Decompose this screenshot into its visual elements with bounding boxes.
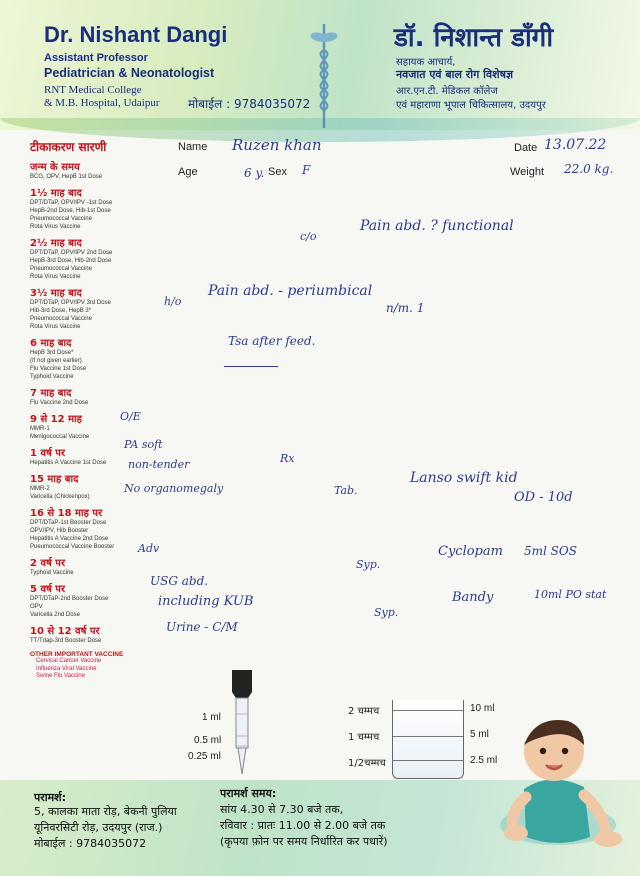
beaker-label-1tsp: 1 चम्मच: [348, 732, 380, 743]
date-value: 13.07.22: [544, 137, 607, 153]
college-en: RNT Medical College: [44, 84, 142, 96]
measuring-beaker: [392, 700, 464, 779]
vaccination-group-head: 7 माह बाद: [30, 388, 72, 399]
rx-symbol: Rx: [280, 452, 295, 465]
mobile-header: मोबाईल : 9784035072: [188, 97, 311, 111]
name-label: Name: [178, 141, 208, 153]
age-label: Age: [178, 166, 198, 178]
underline: [224, 366, 278, 367]
vaccination-item: Hepatitis A Vaccine 2nd Dose: [30, 536, 109, 542]
speciality-en: Pediatrician & Neonatologist: [44, 66, 215, 80]
vaccination-item: MMR-1: [30, 426, 50, 432]
vaccination-item: Hib-3rd Dose, HepB 3*: [30, 308, 92, 314]
rx-history-2: n/m. 1: [386, 301, 425, 315]
vaccination-group-head: 9 से 12 माह: [30, 414, 82, 425]
rx-syp: Cyclopam: [438, 544, 503, 559]
vaccination-item: (If not given earlier): [30, 358, 82, 364]
vaccination-item: DPT/DTaP, OPV/IPV 2nd Dose: [30, 250, 113, 256]
rx-complaint: Pain abd. ? functional: [360, 218, 514, 234]
rx-tab-prefix: Tab.: [334, 484, 358, 497]
age-value: 6 y.: [244, 166, 265, 180]
designation-hi: सहायक आचार्य,: [396, 57, 456, 68]
vaccination-item: MMR-2: [30, 486, 50, 492]
vaccination-group-head: 1 वर्ष पर: [30, 448, 66, 459]
college-hi: आर.एन.टी. मेडिकल कॉलेज: [396, 86, 498, 97]
vaccination-group: [30, 285, 170, 331]
beaker-25ml: 2.5 ml: [470, 755, 498, 766]
vaccination-group: [30, 335, 170, 381]
vaccination-item: Pueumococcal Vaccine Booster: [30, 544, 115, 550]
vaccination-group-head: जन्म के समय: [30, 162, 80, 173]
beaker-5ml: 5 ml: [470, 729, 489, 740]
name-value: Ruzen khan: [232, 136, 322, 154]
other-vaccine-item: Influenza Viral Vaccine: [36, 665, 97, 672]
rx-complaint-prefix: c/o: [300, 230, 317, 243]
caduceus-icon: [304, 20, 344, 130]
weight-value: 22.0 kg.: [564, 162, 614, 176]
vaccination-group-head: 2 वर्ष पर: [30, 558, 66, 569]
rx-syp-prefix: Syp.: [356, 558, 381, 571]
consult-title: परामर्श:: [34, 791, 67, 804]
vaccination-item: OPV/IPV, Hib Booster: [30, 528, 89, 534]
dropper-05ml: 0.5 ml: [194, 735, 222, 746]
vaccination-item: Rota Virus Vaccine: [30, 224, 81, 230]
vaccination-schedule: [30, 138, 170, 681]
other-vaccine-item: Cervical Cancer Vaccine: [36, 658, 102, 664]
vaccination-group-head: 16 से 18 माह पर: [30, 508, 103, 519]
doctor-name-hi: डॉ. निशान्त डाँगी: [394, 23, 554, 53]
vaccination-group: [30, 385, 170, 407]
letterhead: [0, 0, 640, 130]
beaker-label-halftsp: 1/2चम्मच: [348, 758, 386, 769]
designation-en: Assistant Professor: [44, 52, 148, 64]
rx-adv-3: Urine - C/M: [166, 620, 238, 634]
date-label: Date: [514, 142, 538, 154]
vaccination-item: DPT/DTaP-2nd Booster Dose: [30, 596, 109, 602]
rx-adv-1: USG abd.: [150, 574, 209, 588]
timing-line-1: सांय 4.30 से 7.30 बजे तक,: [220, 803, 344, 816]
timing-line-2: रविवार : प्रातः 11.00 से 2.00 बजे तक: [220, 819, 386, 832]
footer-mobile: मोबाईल : 9784035072: [34, 837, 147, 850]
vaccination-group-head: 2½ माह बाद: [30, 238, 82, 249]
dropper-025ml: 0.25 ml: [188, 751, 221, 762]
vaccination-item: BCG, OPV, HepB 1st Dose: [30, 174, 103, 180]
vaccination-group: [30, 623, 170, 645]
rx-adv-2: including KUB: [158, 594, 254, 609]
vaccination-item: Flu Vaccine 1st Dose: [30, 366, 87, 372]
rx-tab: Lanso swift kid: [410, 470, 518, 486]
sex-label: Sex: [268, 166, 287, 178]
vaccination-item: HepB 3rd Dose*: [30, 350, 74, 356]
vaccination-item: TT/Tdap-3rd Booster Dose: [30, 638, 102, 644]
vaccination-group-head: 6 माह बाद: [30, 338, 72, 349]
vaccination-group: [30, 159, 170, 181]
rx-note-no: No organomegaly: [124, 482, 224, 495]
vaccination-group-head: 10 से 12 वर्ष पर: [30, 626, 100, 637]
sex-value: F: [302, 163, 311, 177]
vaccination-item: HepB-2nd Dose, Hib-1st Dose: [30, 208, 111, 214]
vaccination-group-head: 5 वर्ष पर: [30, 584, 66, 595]
vaccination-item: Pneumococcal Vaccine: [30, 216, 92, 222]
vaccination-group: [30, 581, 170, 619]
speciality-hi: नवजात एवं बाल रोग विशेषज्ञ: [396, 68, 514, 81]
vaccination-item: DPT/DTaP, OPV/IPV -1st Dose: [30, 200, 113, 206]
rx-syp-dose: 5ml SOS: [524, 544, 577, 558]
vaccination-item: DPT/DTaP, OPV/IPV 3rd Dose: [30, 300, 111, 306]
other-vaccine-title: OTHER IMPORTANT VACCINE: [30, 651, 124, 658]
vaccination-groups: [30, 159, 170, 645]
rx-adv: Adv: [138, 542, 160, 555]
baby-image: [480, 705, 630, 855]
rx-syp2-prefix: Syp.: [374, 606, 399, 619]
vaccination-group-head: 15 माह बाद: [30, 474, 79, 485]
vaccination-title: टीकाकरण सारणी: [30, 140, 107, 154]
vaccination-item: Pneumococcal Vaccine: [30, 266, 92, 272]
rx-tab-dose: OD - 10d: [514, 490, 573, 505]
rx-history-prefix: h/o: [164, 295, 182, 308]
vaccination-group: [30, 411, 170, 441]
vaccination-item: Varicella (Chickenpox): [30, 494, 90, 500]
timing-line-3: (कृपया फ़ोन पर समय निर्धारित कर पधारें): [220, 835, 388, 848]
rx-history-3: Tsa after feed.: [228, 334, 316, 348]
rx-history-1: Pain abd. - periumbical: [208, 283, 373, 299]
vaccination-item: Rota Virus Vaccine: [30, 274, 81, 280]
beaker-label-2tsp: 2 चम्मच: [348, 706, 380, 717]
vaccination-item: Hepatitis A Vaccine 1st Dose: [30, 460, 107, 466]
other-vaccine-item: Swine Flu Vaccine: [36, 673, 85, 679]
dropper-icon: [222, 670, 262, 780]
vaccination-item: Rota Virus Vaccine: [30, 324, 81, 330]
doctor-name-en: Dr. Nishant Dangi: [44, 22, 228, 47]
hospital-en: & M.B. Hospital, Udaipur: [44, 97, 160, 109]
vaccination-item: Typhoid Vaccine: [30, 570, 74, 576]
rx-note-pa: PA soft: [124, 438, 163, 451]
timing-title: परामर्श समय:: [220, 787, 277, 800]
vaccination-item: HepB-3rd Dose, Hib-2nd Dose: [30, 258, 112, 264]
address-line-1: 5, कालका माता रोड़, बेकनी पुलिया: [34, 805, 177, 818]
vaccination-item: Varicella 2nd Dose: [30, 612, 80, 618]
vaccination-item: OPV: [30, 604, 43, 610]
vaccination-group: [30, 555, 170, 577]
rx-syp2-dose: 10ml PO stat: [534, 588, 607, 601]
vaccination-item: DPT/DTaP-1st Booster Dose: [30, 520, 107, 526]
vaccination-group-head: 3½ माह बाद: [30, 288, 82, 299]
rx-note-nt: non-tender: [128, 458, 190, 471]
vaccination-group: [30, 185, 170, 231]
other-vaccine-list: [30, 658, 170, 681]
beaker-10ml: 10 ml: [470, 703, 495, 714]
vaccination-item: Typhoid Vaccine: [30, 374, 74, 380]
dropper-1ml: 1 ml: [202, 712, 221, 723]
vaccination-item: Flu Vaccine 2nd Dose: [30, 400, 89, 406]
vaccination-group-head: 1½ माह बाद: [30, 188, 82, 199]
vaccination-item: Menigococcal Vaccine: [30, 434, 90, 440]
rx-syp2: Bandy: [452, 590, 494, 605]
rx-oe: O/E: [120, 410, 141, 423]
vaccination-item: Pneumococcal Vaccine: [30, 316, 92, 322]
hospital-hi: एवं महाराणा भूपाल चिकित्सालय, उदयपुर: [396, 100, 546, 111]
weight-label: Weight: [510, 166, 545, 178]
address-line-2: यूनिवरसिटी रोड़, उदयपुर (राज.): [34, 821, 163, 834]
vaccination-group: [30, 235, 170, 281]
